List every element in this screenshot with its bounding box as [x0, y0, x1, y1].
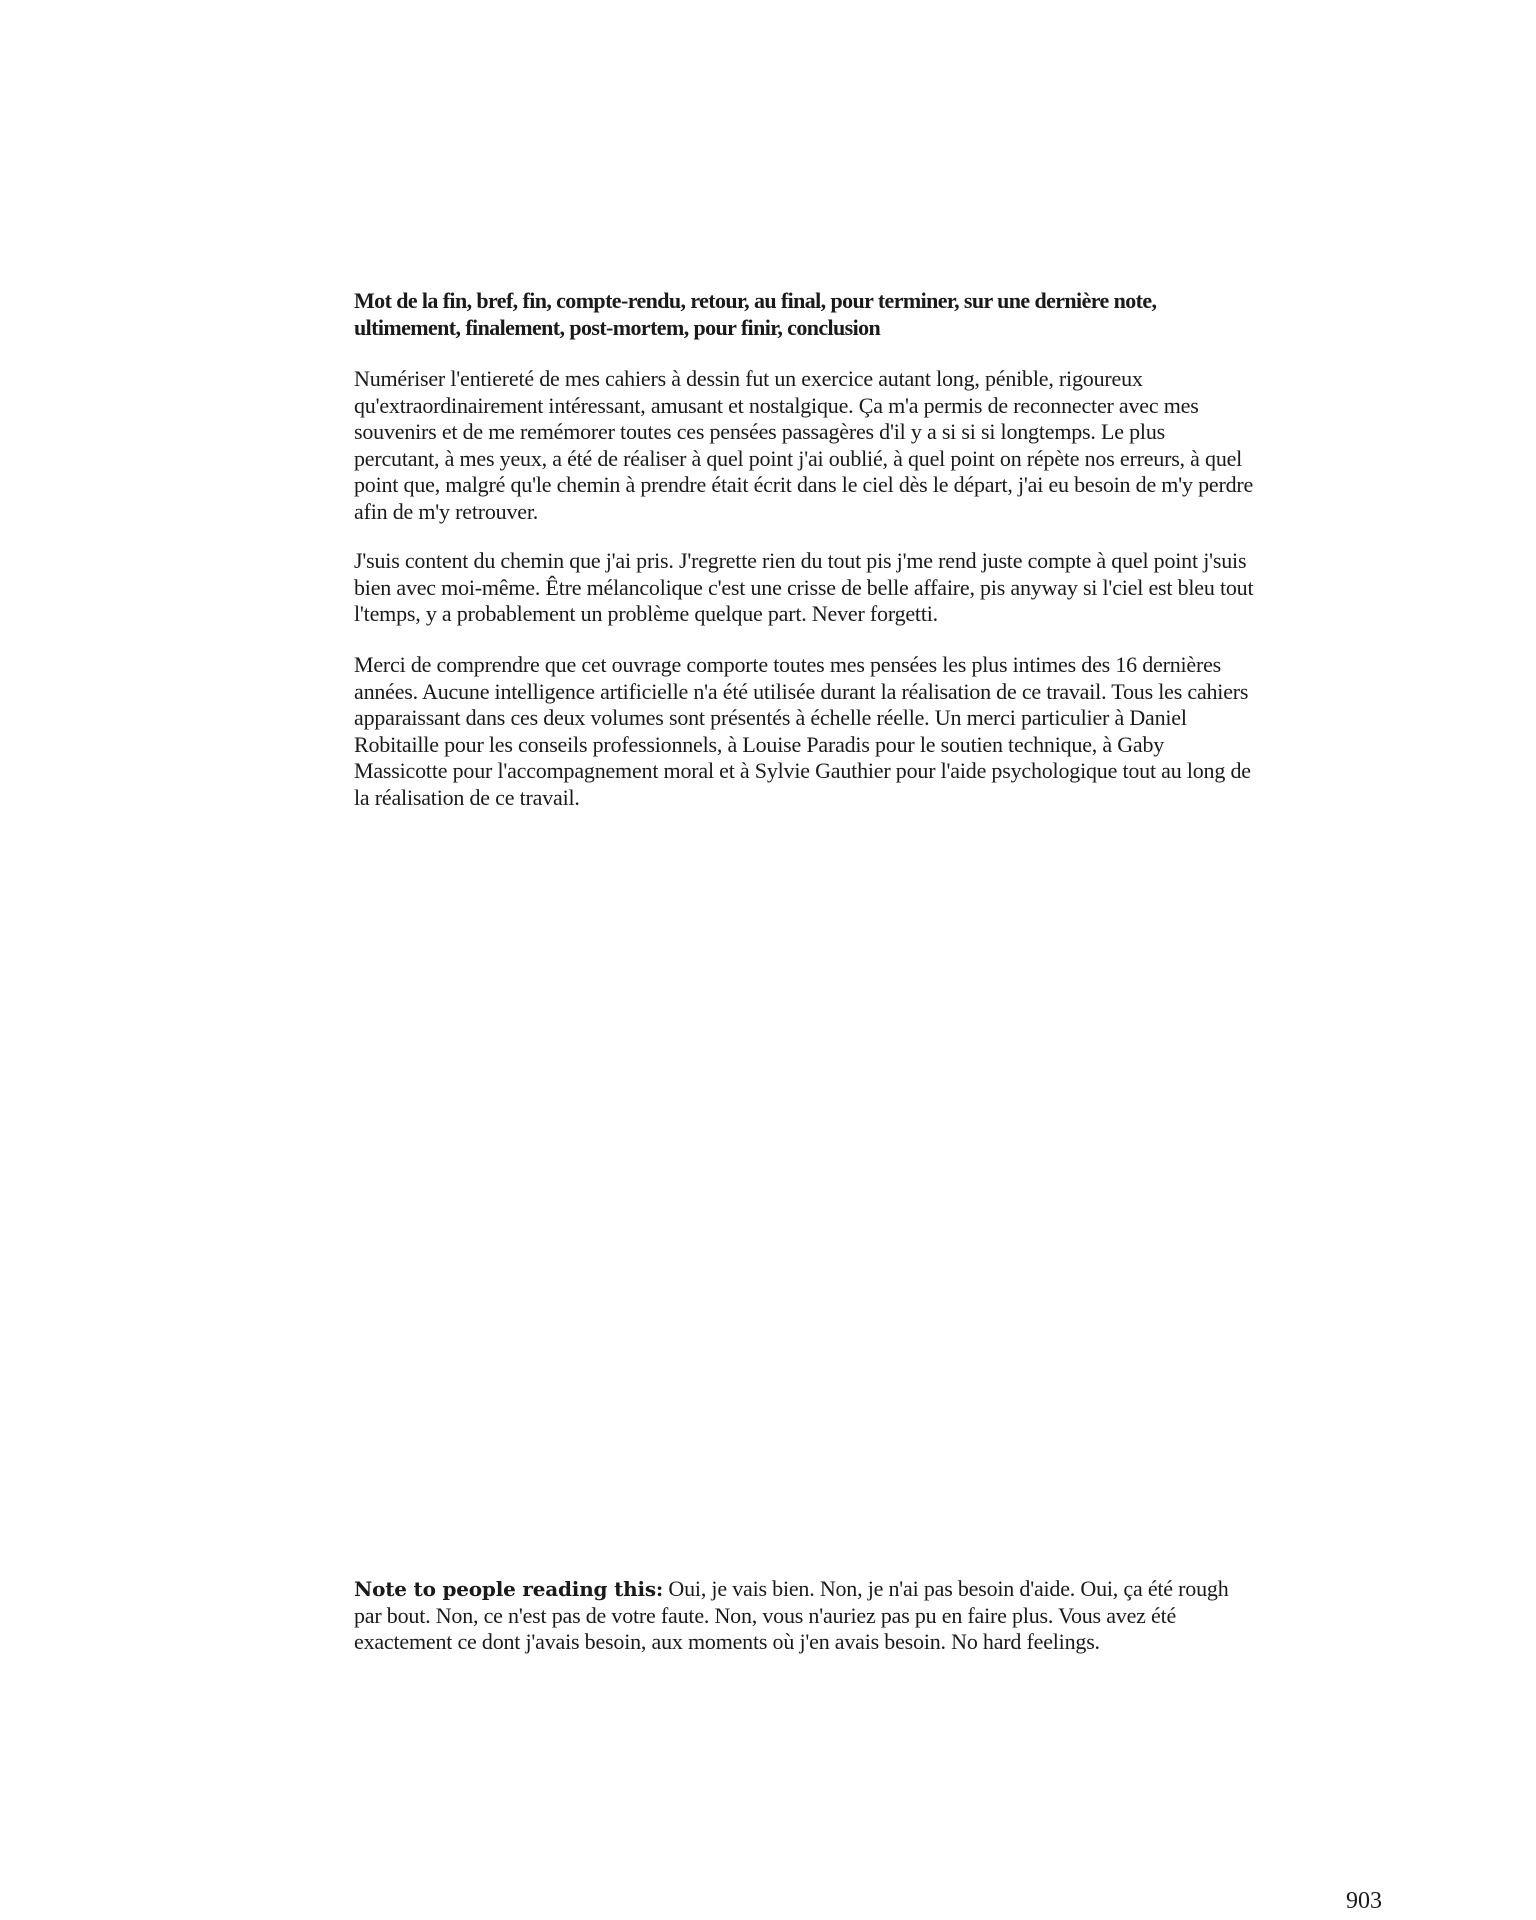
note-to-readers — [354, 1576, 1254, 1656]
paragraph-content: J'suis content du chemin que j'ai pris. J'regrette rien du tout pis j'me rend juste compte à quel point j'suis bien avec moi-même. Être mélancolique c'est une crisse de belle affaire, pis anyway si l'ciel est bleu tout l'temps, y a probablement un problème quelque part. Never forgetti. — [354, 548, 1254, 626]
paragraph-digitization: Numériser l'entiereté de mes cahiers à dessin fut un exercice autant long, pénible, rigoureux qu'extraordinairement intéressant, amusant et nostalgique. Ça m'a permis de reconnecter avec mes souvenirs et de me remémorer toutes ces pensées passagères d'il y a si si si longtemps. Le plus percutant, à mes yeux, a été de réaliser à quel point j'ai oublié, à quel point on répète nos erreurs, à quel point que, malgré qu'le chemin à prendre était écrit dans le ciel dès le départ, j'ai eu besoin de m'y perdre afin de m'y retrouver. — [354, 366, 1254, 524]
note-body: Oui, je vais bien. Non, je n'ai pas besoin d'aide. Oui, ça été rough par bout. Non, ce n'est pas de votre faute. Non, vous n'auriez pas pu en faire plus. Vous avez été exactement ce dont j'avais besoin, aux moments où j'en avais besoin. No hard feelings. — [354, 1576, 1229, 1654]
paragraph-acknowledgements: Merci de comprendre que cet ouvrage comporte toutes mes pensées les plus intimes des 16 dernières années. Aucune intelligence artificielle n'a été utilisée durant la réalisation de ce travail. Tous les cahiers apparaissant dans ces deux volumes sont présentés à échelle réelle. Un merci particulier à Daniel Robitaille pour les conseils professionnels, à Louise Paradis pour le soutien technique, à Gaby Massicotte pour l'accompagnement moral et à Sylvie Gauthier pour l'aide psychologique tout au long de la réalisation de ce travail. — [354, 652, 1251, 810]
page-number: 903 — [1346, 1888, 1382, 1914]
section-heading: Mot de la fin, bref, fin, compte-rendu, retour, au final, pour terminer, sur une dernière note, ultimement, finalement, post-mortem, pour finir, conclusion — [354, 288, 1157, 340]
note-lead: Note to people reading this: — [354, 1577, 664, 1601]
